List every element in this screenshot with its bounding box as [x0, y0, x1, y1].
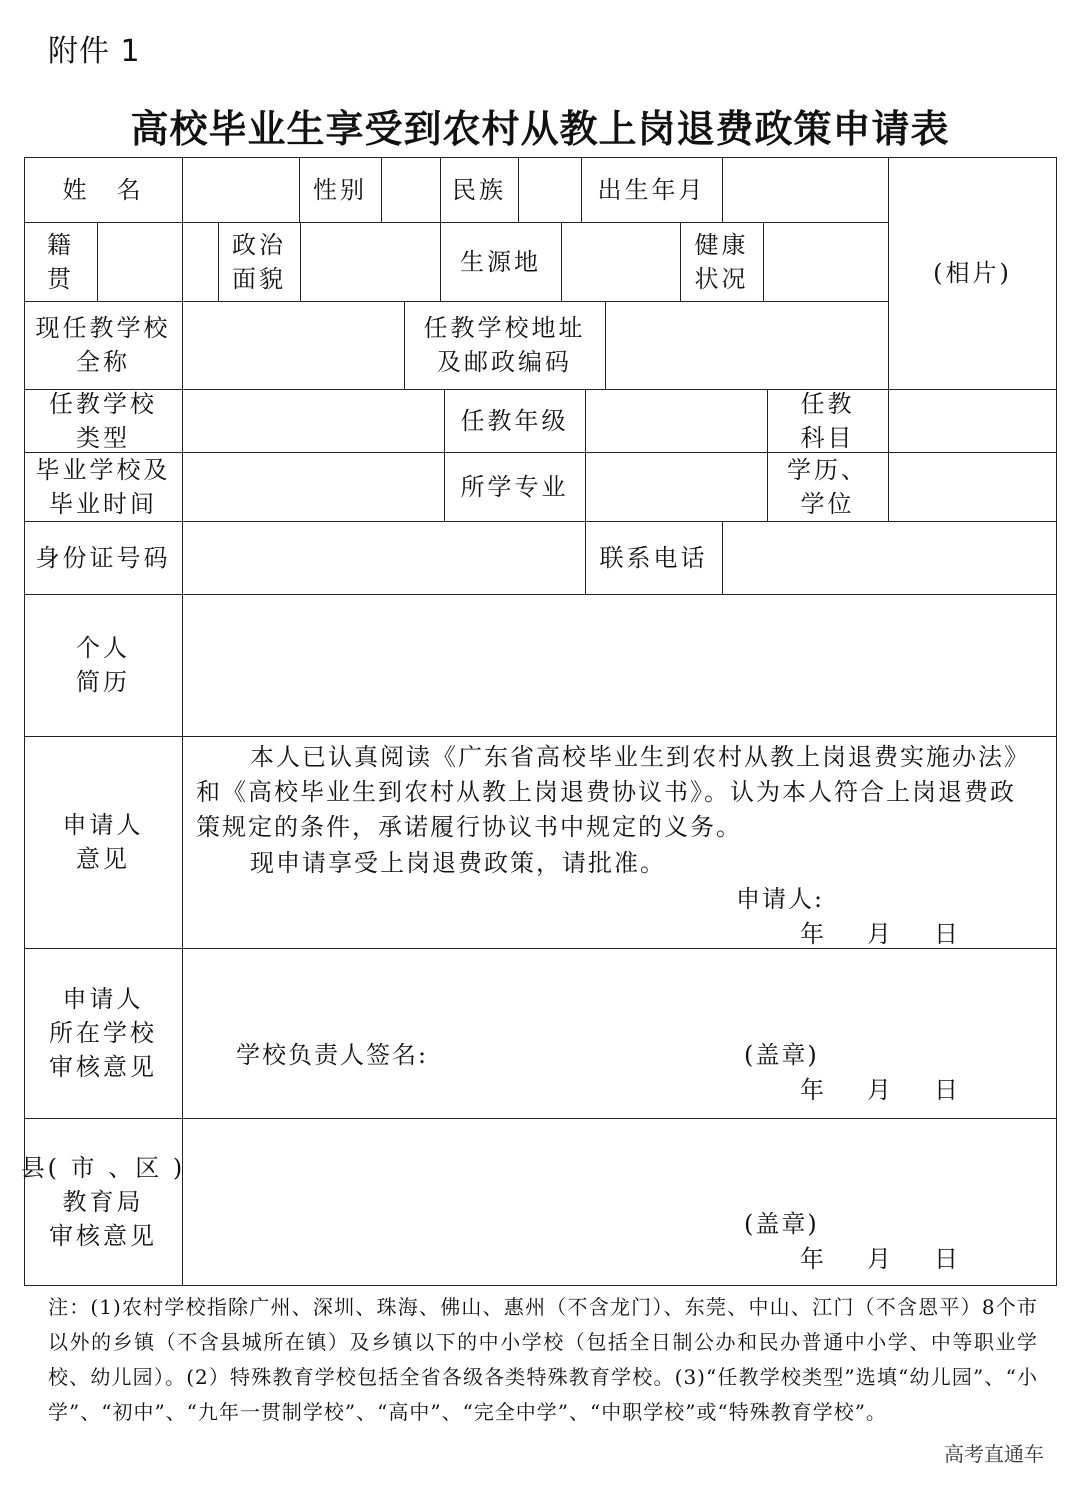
label-applicant-opinion: 申请人 意见: [62, 811, 144, 873]
grid-line: [561, 222, 562, 301]
label-id-number: 身份证号码: [35, 543, 171, 572]
county-seal: (盖章): [744, 1210, 819, 1238]
label-school-address: 任教学校地址 及邮政编码: [423, 314, 586, 376]
label-school-review: 申请人 所在学校 审核意见: [49, 985, 157, 1081]
date-year: 年: [800, 920, 824, 948]
label-degree: 学历、 学位: [787, 455, 868, 518]
photo-placeholder: (相片): [933, 259, 1012, 287]
label-county-review: 县( 市 、区 ) 教育局 审核意见: [20, 1154, 186, 1250]
date-month: 月: [867, 1245, 891, 1273]
date-month: 月: [867, 920, 891, 948]
grid-line: [888, 389, 889, 521]
label-gender: 性别: [313, 175, 367, 204]
grid-line: [722, 157, 723, 222]
date-year: 年: [800, 1076, 824, 1104]
grid-line: [97, 222, 98, 301]
label-major: 所学专业: [460, 472, 569, 501]
grid-line: [381, 157, 382, 222]
form-title: 高校毕业生享受到农村从教上岗退费政策申请表: [130, 106, 950, 151]
footnote: 注：(1)农村学校指除广州、深圳、珠海、佛山、惠州（不含龙门）、东莞、中山、江门（不含恩平）8个市以外的乡镇（不含县城所在镇）及乡镇以下的中小学校（包括全日制公办和民办普通中小学、中等职业学校、幼儿园）。(2）特殊教育学校包括全省各级各类特殊教育学校。(3)“任教学校类型”选填“幼儿园”、“小学”、“初中”、“九年一贯制学校”、“高中”、“完全中学”、“中职学校”或“特殊教育学校”。: [48, 1295, 1038, 1424]
opinion-line-4: 现申请享受上岗退费政策，请批准。: [250, 849, 666, 877]
opinion-line-3: 策规定的条件，承诺履行协议书中规定的义务。: [196, 813, 742, 841]
principal-signature: 学校负责人签名:: [236, 1041, 429, 1069]
grid-line: [605, 301, 606, 389]
label-name: 姓 名: [62, 175, 144, 204]
label-resume: 个人 简历: [76, 634, 130, 696]
label-graduation-school: 毕业学校及 毕业时间: [35, 455, 171, 518]
label-phone: 联系电话: [599, 543, 708, 572]
application-form: [20, 157, 1057, 1286]
grid-line: [763, 222, 764, 301]
date-year: 年: [800, 1245, 824, 1273]
date-day: 日: [934, 920, 958, 948]
label-political-status: 政治 面貌: [232, 230, 286, 293]
grid-line: [518, 157, 519, 222]
date-month: 月: [867, 1076, 891, 1104]
applicant-signature: 申请人:: [736, 885, 825, 913]
date-day: 日: [934, 1245, 958, 1273]
grid-line: [300, 222, 301, 301]
label-birth: 出生年月: [597, 175, 706, 204]
opinion-line-2: 和《高校毕业生到农村从教上岗退费协议书》。认为本人符合上岗退费政: [196, 778, 1016, 806]
grid-line: [182, 157, 183, 1286]
label-ethnicity: 民族: [452, 175, 506, 204]
label-origin: 生源地: [460, 247, 541, 276]
opinion-line-1: 本人已认真阅读《广东省高校毕业生到农村从教上岗退费实施办法》: [250, 743, 1030, 771]
watermark: 高考直通车: [944, 1442, 1044, 1466]
attachment-label: 附件 1: [48, 34, 141, 69]
label-native-place: 籍 贯: [47, 230, 74, 293]
grid-line: [585, 389, 586, 521]
grid-line: [722, 521, 723, 594]
label-health: 健康 状况: [694, 230, 749, 293]
label-school-name: 现任教学校 全称: [35, 314, 171, 376]
date-day: 日: [934, 1076, 958, 1104]
label-grade: 任教年级: [460, 406, 569, 435]
label-school-type: 任教学校 类型: [49, 389, 157, 452]
school-seal: (盖章): [744, 1041, 819, 1069]
label-subject: 任教 科目: [800, 389, 855, 452]
